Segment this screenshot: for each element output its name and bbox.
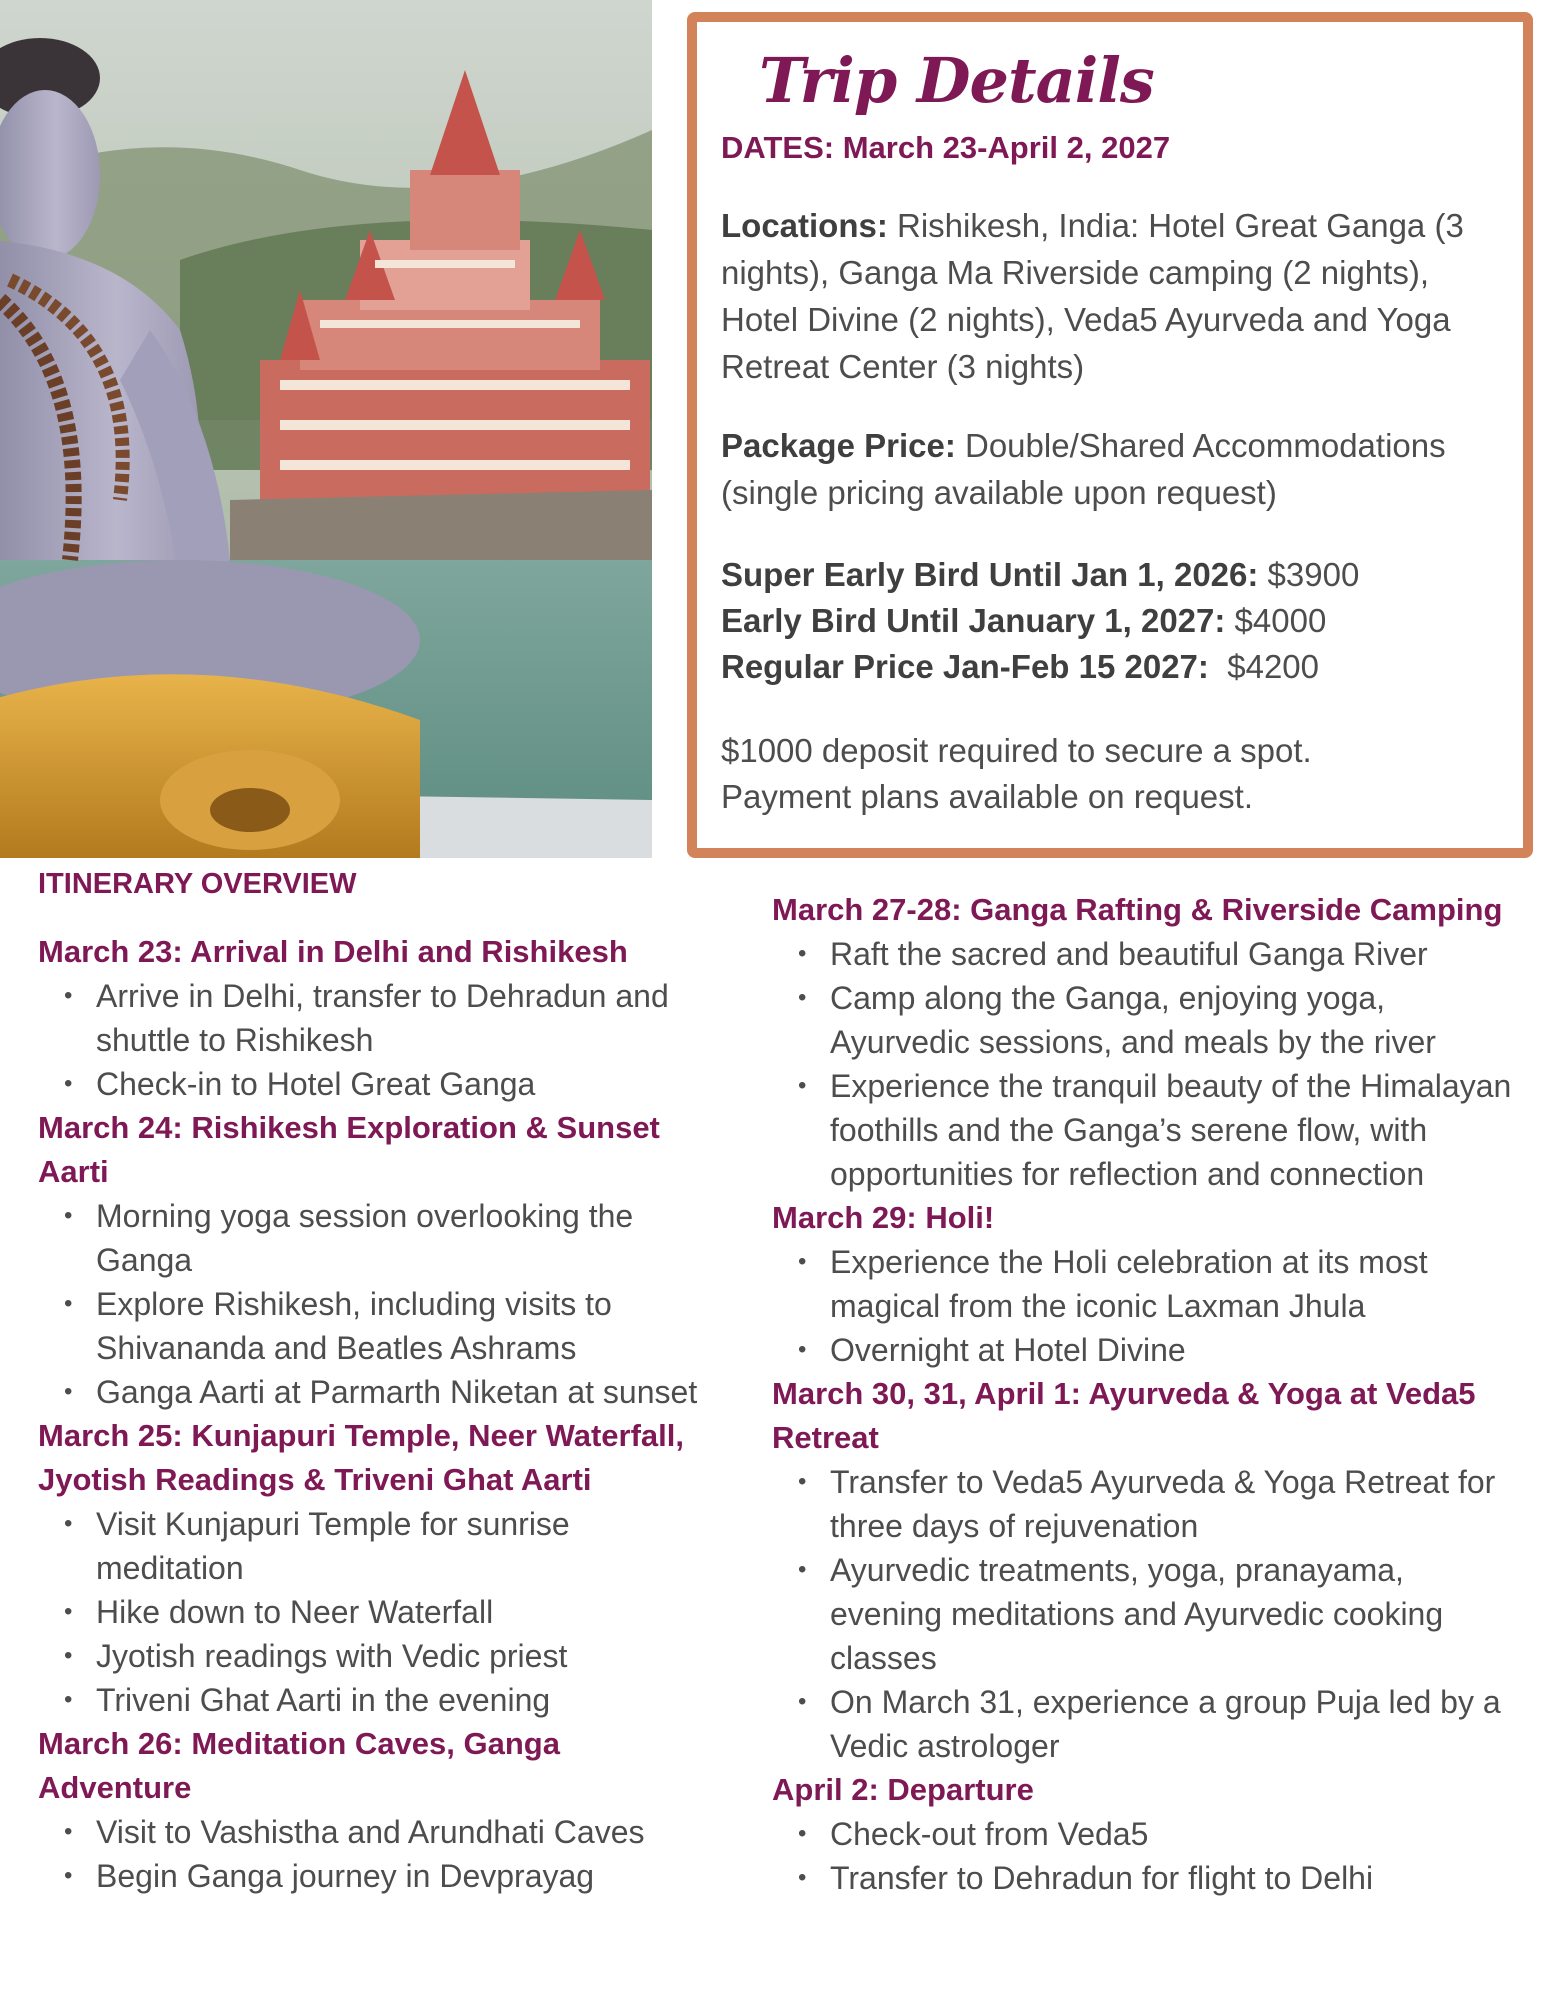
itinerary-title: ITINERARY OVERVIEW (38, 868, 357, 900)
deposit-line: $1000 deposit required to secure a spot. (721, 732, 1312, 769)
day-heading: March 27-28: Ganga Rafting & Riverside Camping (772, 892, 1503, 927)
list-item: • Raft the sacred and beautiful Ganga River (772, 932, 1512, 976)
day-heading: March 29: Holi! (772, 1200, 995, 1235)
package-price-paragraph (721, 422, 1499, 516)
trip-details-title: Trip Details (759, 44, 1154, 117)
list-item: • Check-in to Hotel Great Ganga (38, 1062, 698, 1106)
list-item: • Overnight at Hotel Divine (772, 1328, 1512, 1372)
list-item: • Visit Kunjapuri Temple for sunrise meditation (38, 1502, 698, 1590)
package-price-text: Double/Shared Accommodations (single pricing available upon request) (721, 427, 1446, 511)
day-heading: March 25: Kunjapuri Temple, Neer Waterfall, Jyotish Readings & Triveni Ghat Aarti (38, 1418, 684, 1497)
locations-text: Rishikesh, India: Hotel Great Ganga (3 nights), Ganga Ma Riverside camping (2 nights), Hotel Divine (2 nights), Veda5 Ayurveda and Yoga Retreat Center (3 nights) (721, 207, 1464, 385)
list-item: • Transfer to Veda5 Ayurveda & Yoga Retreat for three days of rejuvenation (772, 1460, 1512, 1548)
trip-details-box (687, 12, 1533, 858)
itinerary-left-column (38, 862, 698, 1898)
list-item: • Visit to Vashistha and Arundhati Caves (38, 1810, 698, 1854)
list-item: • On March 31, experience a group Puja led by a Vedic astrologer (772, 1680, 1512, 1768)
list-item: • Explore Rishikesh, including visits to Shivananda and Beatles Ashrams (38, 1282, 698, 1370)
list-item: • Camp along the Ganga, enjoying yoga, Ayurvedic sessions, and meals by the river (772, 976, 1512, 1064)
price-row (721, 552, 1499, 598)
day-bullets (772, 1460, 1512, 1768)
list-item: • Ayurvedic treatments, yoga, pranayama, evening meditations and Ayurvedic cooking classes (772, 1548, 1512, 1680)
price-label: Regular Price Jan-Feb 15 2027: (721, 648, 1209, 685)
locations-paragraph (721, 202, 1499, 390)
price-value: $3900 (1258, 556, 1360, 593)
price-row (721, 598, 1499, 644)
list-item: • Begin Ganga journey in Devprayag (38, 1854, 698, 1898)
list-item: • Hike down to Neer Waterfall (38, 1590, 698, 1634)
price-value: $4000 (1225, 602, 1327, 639)
deposit-note (721, 728, 1499, 820)
day-heading: March 23: Arrival in Delhi and Rishikesh (38, 934, 628, 969)
price-label: Early Bird Until January 1, 2027: (721, 602, 1226, 639)
itinerary-right-column (772, 888, 1512, 1900)
day-bullets (772, 1812, 1512, 1900)
list-item: • Experience the Holi celebration at its most magical from the iconic Laxman Jhula (772, 1240, 1512, 1328)
trip-dates: DATES: March 23-April 2, 2027 (721, 130, 1171, 165)
day-heading: April 2: Departure (772, 1772, 1034, 1807)
hero-photo (0, 0, 652, 858)
day-bullets (38, 1194, 698, 1414)
list-item: • Morning yoga session overlooking the Ganga (38, 1194, 698, 1282)
list-item: • Arrive in Delhi, transfer to Dehradun and shuttle to Rishikesh (38, 974, 698, 1062)
list-item: • Check-out from Veda5 (772, 1812, 1512, 1856)
list-item: • Transfer to Dehradun for flight to Delhi (772, 1856, 1512, 1900)
list-item: • Jyotish readings with Vedic priest (38, 1634, 698, 1678)
day-bullets (38, 1810, 698, 1898)
day-heading: March 30, 31, April 1: Ayurveda & Yoga at Veda5 Retreat (772, 1376, 1476, 1455)
day-heading: March 26: Meditation Caves, Ganga Adventure (38, 1726, 560, 1805)
day-bullets (772, 932, 1512, 1196)
day-bullets (772, 1240, 1512, 1372)
day-bullets (38, 1502, 698, 1722)
package-price-label: Package Price: (721, 427, 956, 464)
locations-label: Locations: (721, 207, 888, 244)
list-item: • Triveni Ghat Aarti in the evening (38, 1678, 698, 1722)
list-item: • Ganga Aarti at Parmarth Niketan at sunset (38, 1370, 698, 1414)
list-item: • Experience the tranquil beauty of the Himalayan foothills and the Ganga’s serene flow, with opportunities for reflection and connection (772, 1064, 1512, 1196)
price-row (721, 644, 1499, 690)
price-value: $4200 (1208, 648, 1320, 685)
day-bullets (38, 974, 698, 1106)
price-list (721, 552, 1499, 690)
price-label: Super Early Bird Until Jan 1, 2026: (721, 556, 1259, 593)
day-heading: March 24: Rishikesh Exploration & Sunset Aarti (38, 1110, 660, 1189)
payment-plans-line: Payment plans available on request. (721, 778, 1253, 815)
